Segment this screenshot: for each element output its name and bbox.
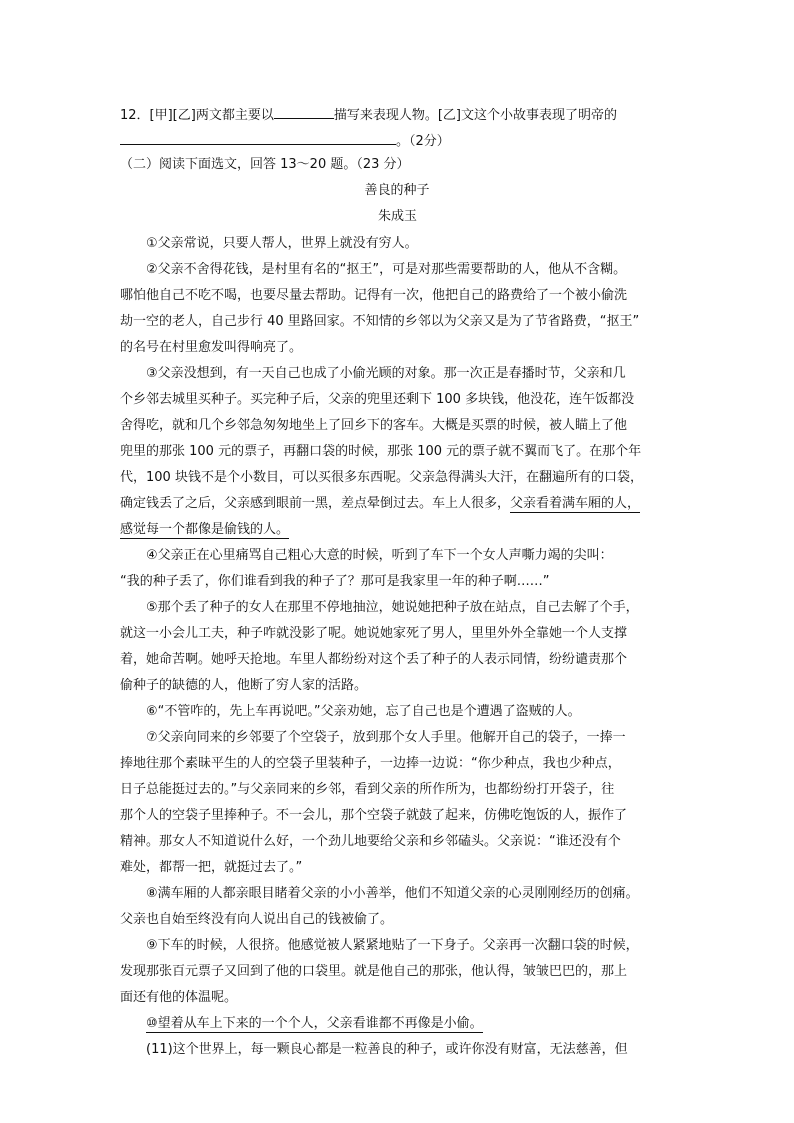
paragraph-5-line: 着，她命苦啊。她呼天抢地。车里人都纷纷对这个丢了种子的人表示同情，纷纷谴责那个: [120, 652, 628, 667]
article-author: 朱成玉: [378, 209, 418, 224]
question-12-line2: [120, 130, 450, 151]
section-heading: （二）阅读下面选文，回答 13～20 题。（23 分）: [120, 157, 410, 172]
paragraph-5-line: ⑤那个丢了种子的女人在那里不停地抽泣，她说她把种子放在站点，自己去解了个手，: [146, 600, 639, 615]
paragraph-3-line: 兜里的那张 100 元的票子，再翻口袋的时候，那张 100 元的票子就不翼而飞了。在那个年: [120, 444, 642, 459]
underlined-sentence: 感觉每一个都像是偷钱的人。: [120, 522, 290, 537]
paragraph-4-line: ④父亲正在心里痛骂自己粗心大意的时候，听到了车下一个女人声嘶力竭的尖叫：: [146, 548, 613, 563]
question-12-score: 。（2分）: [396, 134, 450, 149]
paragraph-6: ⑥“不管咋的，先上车再说吧。”父亲劝她，忘了自己也是个遭遇了盗贼的人。: [146, 704, 581, 719]
paragraph-9-line: 面还有他的体温呢。: [120, 990, 238, 1005]
paragraph-7-line: 捧地往那个素昧平生的人的空袋子里装种子，一边捧一边说：“你少种点，我也少种点，: [120, 756, 621, 771]
paragraph-7-line: 精神。那女人不知道说什么好，一个劲儿地要给父亲和乡邻磕头。父亲说：“谁还没有个: [120, 834, 621, 849]
paragraph-8-line: ⑧满车厢的人都亲眼目睹着父亲的小小善举，他们不知道父亲的心灵刚刚经历的创痛。: [146, 886, 639, 901]
paragraph-2-line: 劫一空的老人，自己步行 40 里路回家。不知情的乡邻以为父亲又是为了节省路费，“抠王”: [120, 314, 640, 329]
underlined-sentence: ⑩望着从车上下来的一个个人，父亲看谁都不再像是小偷。: [146, 1016, 483, 1031]
question-12-line1: [120, 104, 617, 125]
paragraph-10-line: [146, 1015, 483, 1033]
paragraph-11-line: (11)这个世界上，每一颗良心都是一粒善良的种子，或许你没有财富，无法慈善，但: [146, 1042, 628, 1057]
paragraph-5-line: 偷种子的缺德的人，他断了穷人家的活路。: [120, 678, 368, 693]
question-12-text: 12．[甲][乙]两文都主要以: [120, 108, 274, 123]
underlined-sentence: 父亲看着满车厢的人，: [510, 496, 641, 511]
paragraph-7-line: 难处，都帮一把，就挺过去了。”: [120, 860, 303, 875]
article-title: 善良的种子: [364, 183, 430, 198]
paragraph-3-text: 确定钱丢了之后，父亲感到眼前一黑，差点晕倒过去。车上人很多，: [120, 496, 511, 511]
paragraph-4-line: “我的种子丢了，你们谁看到我的种子了？那可是我家里一年的种子啊……”: [120, 574, 550, 589]
paragraph-3-line: ③父亲没想到，有一天自己也成了小偷光顾的对象。那一次正是春播时节，父亲和几: [146, 366, 626, 381]
paragraph-1: ①父亲常说，只要人帮人，世界上就没有穷人。: [146, 236, 418, 251]
paragraph-3-line: 个乡邻去城里买种子。买完种子后，父亲的兜里还剩下 100 多块钱，他没花，连午饭都没: [120, 392, 635, 407]
paragraph-8-line: 父亲也自始至终没有向人说出自己的钱被偷了。: [120, 912, 394, 927]
question-12-text-cont: 描写来表现人物。[乙]文这个小故事表现了明帝的: [333, 108, 617, 123]
paragraph-7-line: 那个人的空袋子里捧种子。不一会儿，那个空袋子就鼓了起来，仿佛吃饱饭的人，振作了: [120, 808, 628, 823]
paragraph-7-line: ⑦父亲向同来的乡邻要了个空袋子，放到那个女人手里。他解开自己的袋子，一捧一: [146, 730, 626, 745]
paragraph-2-line: ②父亲不舍得花钱，是村里有名的“抠王”，可是对那些需要帮助的人，他从不含糊。: [146, 262, 627, 277]
answer-blank-1[interactable]: [274, 104, 334, 119]
paragraph-3-line: 舍得吃，就和几个乡邻急匆匆地坐上了回乡下的客车。大概是买票的时候，被人瞄上了他: [120, 418, 628, 433]
paragraph-9-line: ⑨下车的时候，人很挤。他感觉被人紧紧地贴了一下身子。父亲再一次翻口袋的时候，: [146, 938, 639, 953]
paragraph-3-line: 代，100 块钱不是个小数目，可以买很多东西呢。父亲急得满头大汗，在翻遍所有的口袋，: [120, 470, 643, 485]
paragraph-3-line: [120, 495, 640, 513]
paragraph-7-line: 日子总能挺过去的。”与父亲同来的乡邻，看到父亲的所作所为，也都纷纷打开袋子，往: [120, 782, 615, 797]
answer-blank-2[interactable]: [120, 130, 396, 145]
paragraph-5-line: 就这一小会儿工夫，种子咋就没影了呢。她说她家死了男人，里里外外全靠她一个人支撑: [120, 626, 628, 641]
paragraph-9-line: 发现那张百元票子又回到了他的口袋里。就是他自己的那张，他认得，皱皱巴巴的，那上: [120, 964, 628, 979]
paragraph-2-line: 哪怕他自己不吃不喝，也要尽量去帮助。记得有一次，他把自己的路费给了一个被小偷洗: [120, 288, 628, 303]
paragraph-2-line: 的名号在村里愈发叫得响亮了。: [120, 340, 303, 355]
paragraph-3-line: [120, 521, 289, 539]
